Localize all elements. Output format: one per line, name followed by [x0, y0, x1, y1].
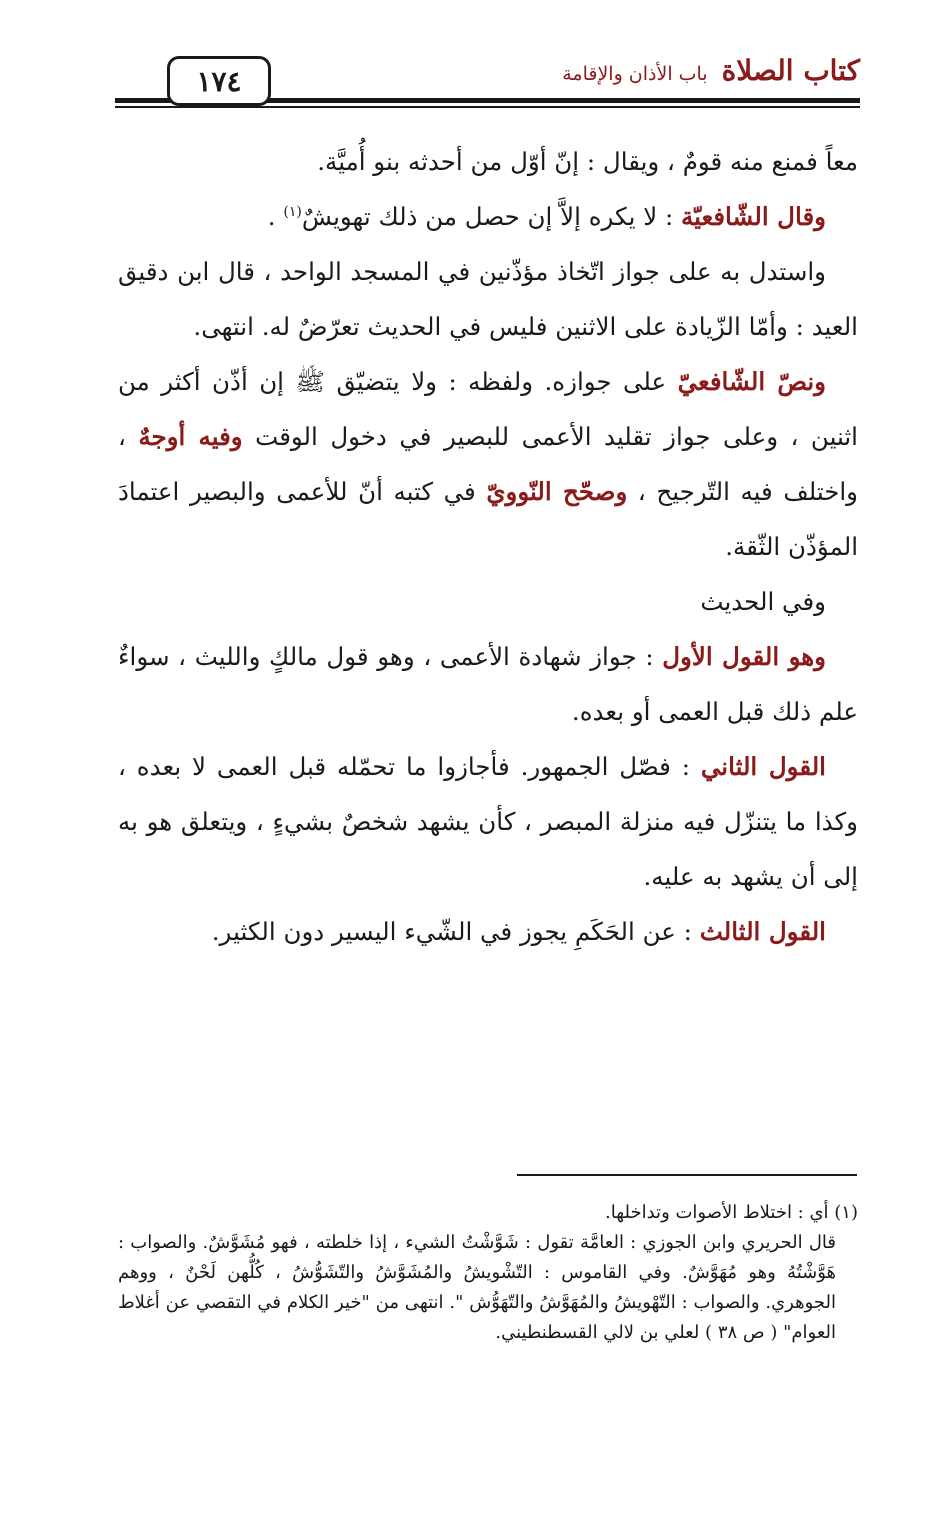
header-titles	[562, 54, 860, 87]
highlight-term: وفيه أوجهٌ	[138, 422, 243, 451]
paragraph-text: وفي الحديث	[700, 587, 826, 616]
footnotes	[118, 1198, 858, 1348]
paragraph-text: : لا يكره إلاَّ إن حصل من ذلك تهويشٌ	[301, 202, 681, 231]
highlight-term: وهو القول الأول	[662, 642, 826, 671]
paragraph	[118, 629, 858, 739]
paragraph-text: معاً فمنع منه قومٌ ، ويقال : إنّ أوّل من أحدثه بنو أُميَّة.	[317, 147, 858, 176]
header-rule-thin	[115, 106, 860, 108]
paragraph-text: على جوازه. ولفظه : ولا يتضيّق ﷺ إن أذّن أكثر من اثنين ، وعلى جواز تقليد الأعمى للبصير في دخول الوقت	[118, 367, 858, 451]
highlight-term: وصحّح النّوويّ	[486, 477, 628, 506]
page-number: ١٧٤	[167, 56, 271, 106]
paragraph	[118, 574, 858, 629]
footnote-continuation: قال الحريري وابن الجوزي : العامَّة تقول : شَوَّشْتُ الشيء ، إذا خلطته ، فهو مُشَوَّشٌ. والصواب : هَوَّشْتُهُ وهو مُهَوَّشٌ. وفي القاموس : التّشْويشُ والمُشَوَّشُ والتّشَوُّشُ ، كُلُّهن لَحْنٌ ، ووهم الجوهري. والصواب : التّهْويشُ والمُهَوَّشُ والتّهَوُّش ". انتهى من "خير الكلام في التقصي عن أغلاط العوام" ( ص ٣٨ ) لعلي بن لالي القسطنطيني.	[118, 1232, 836, 1343]
highlight-term: وقال الشّافعيّة	[681, 202, 826, 231]
book-title: كتاب الصلاة	[721, 54, 860, 87]
page-header	[115, 52, 860, 104]
paragraph	[118, 244, 858, 354]
paragraph-text: ، واختلف فيه التّرجيح ،	[118, 422, 859, 506]
paragraph-text: : فصّل الجمهور. فأجازوا ما تحمّله قبل العمى لا بعده ، وكذا ما يتنزّل فيه منزلة المبصر ، كأن يشهد شخصٌ بشيءٍ ، ويتعلق هو به إلى أن يشهد به عليه.	[118, 752, 858, 891]
paragraph-text: في كتبه أنّ للأعمى والبصير اعتمادَ المؤذّن الثّقة.	[118, 477, 858, 561]
paragraph	[118, 189, 858, 244]
paragraph-text: : عن الحَكَمِ يجوز في الشّيء اليسير دون الكثير.	[211, 917, 700, 946]
paragraph-text: .	[267, 202, 284, 231]
paragraph	[118, 739, 858, 904]
footnote-item: (١) أي : اختلاط الأصوات وتداخلها.	[605, 1202, 858, 1223]
main-text	[118, 134, 858, 959]
paragraph-text: : جواز شهادة الأعمى ، وهو قول مالكٍ والليث ، سواءٌ علم ذلك قبل العمى أو بعده.	[118, 642, 858, 726]
footnote-separator	[517, 1174, 857, 1176]
highlight-term: ونصّ الشّافعيّ	[677, 367, 827, 396]
highlight-term: القول الثاني	[700, 752, 826, 781]
paragraph	[118, 134, 858, 189]
highlight-term: القول الثالث	[699, 917, 826, 946]
footnote-reference[interactable]: (١)	[283, 203, 302, 220]
paragraph	[118, 904, 858, 959]
paragraph	[118, 354, 858, 574]
chapter-title: باب الأذان والإقامة	[562, 63, 708, 85]
paragraph-text: واستدل به على جواز اتّخاذ مؤذّنين في المسجد الواحد ، قال ابن دقيق العيد : وأمّا الزّيادة على الاثنين فليس في الحديث تعرّضٌ له. انتهى.	[118, 257, 858, 341]
